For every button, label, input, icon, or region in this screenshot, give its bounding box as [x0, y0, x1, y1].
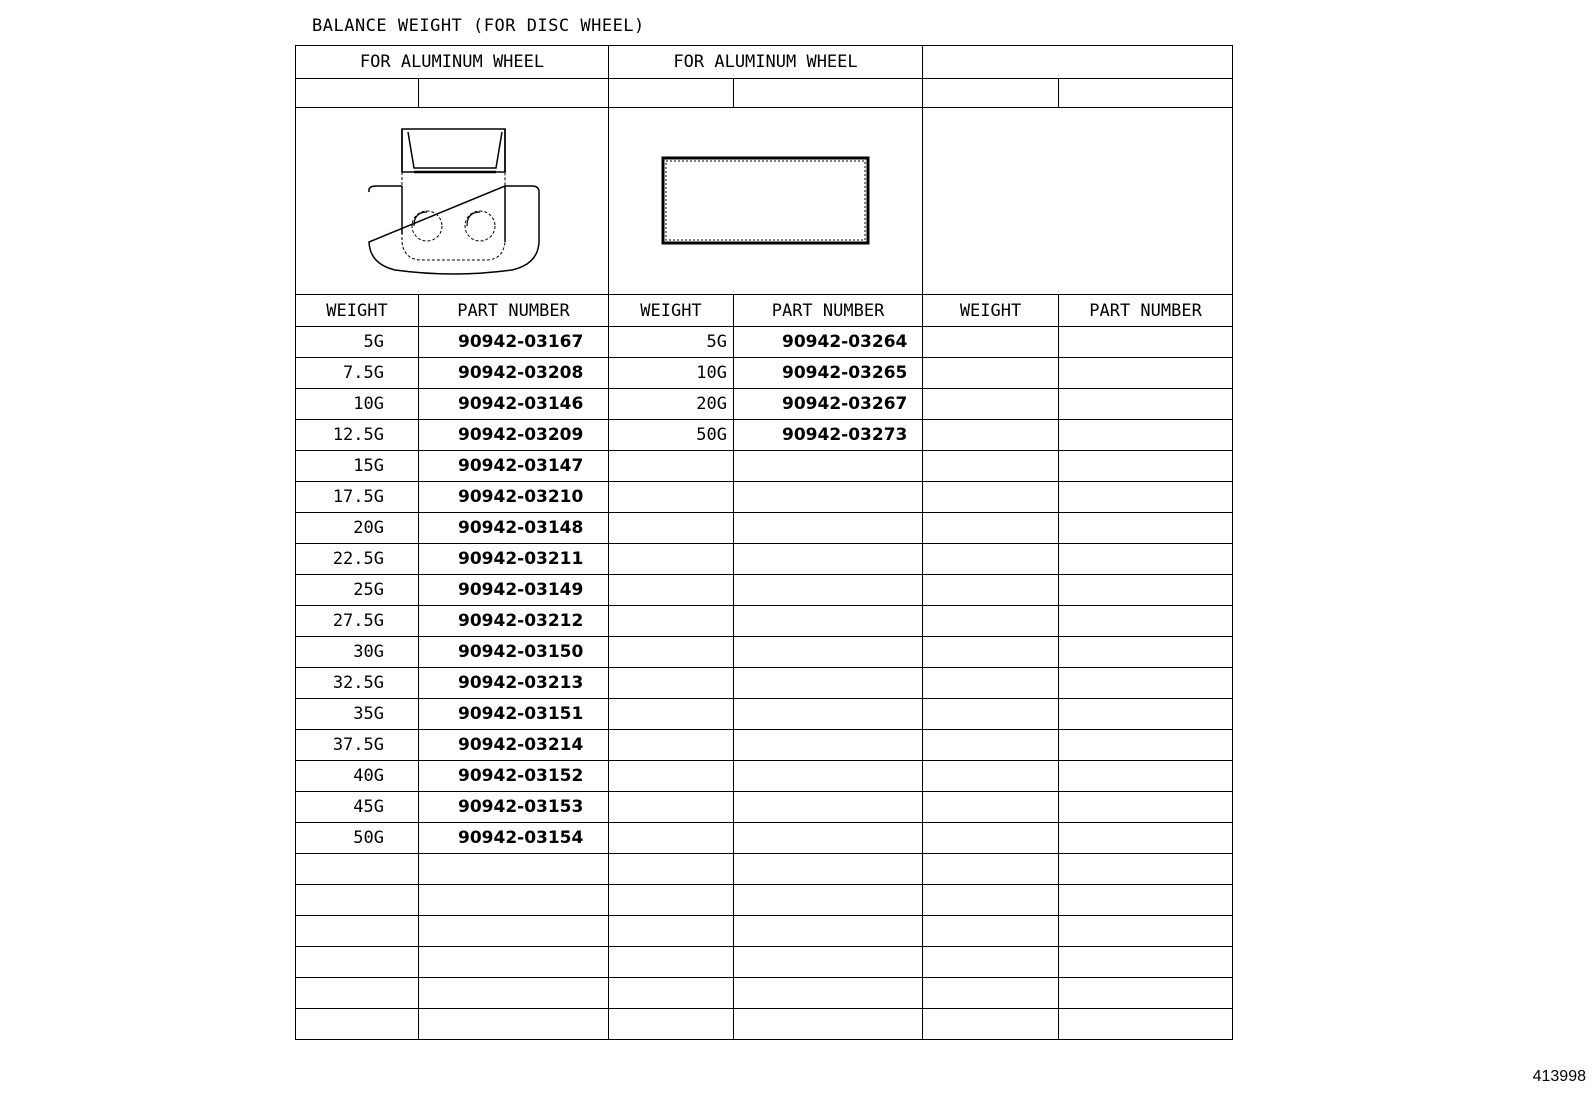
table-row	[296, 668, 1233, 699]
part-number-cell	[419, 978, 609, 1009]
table-row	[296, 1009, 1233, 1040]
weight-cell: 40G	[296, 761, 419, 792]
part-number-cell: 90942-03146	[419, 389, 609, 420]
weight-cell	[609, 792, 734, 823]
weight-cell	[923, 327, 1059, 358]
part-number-cell	[734, 606, 923, 637]
table-row	[296, 606, 1233, 637]
part-number-cell	[1059, 358, 1233, 389]
weight-cell	[923, 699, 1059, 730]
weight-cell: 10G	[296, 389, 419, 420]
part-number-cell	[1059, 637, 1233, 668]
col-weight-2: WEIGHT	[609, 295, 734, 327]
image-cell-2	[609, 108, 923, 295]
weight-cell	[609, 761, 734, 792]
weight-cell	[609, 885, 734, 916]
table-row	[296, 389, 1233, 420]
part-number-cell: 90942-03154	[419, 823, 609, 854]
weight-cell: 15G	[296, 451, 419, 482]
part-number-cell: 90942-03213	[419, 668, 609, 699]
part-number-cell	[734, 513, 923, 544]
table-row	[296, 575, 1233, 606]
weight-cell	[609, 637, 734, 668]
table-row	[296, 885, 1233, 916]
part-number-cell	[1059, 575, 1233, 606]
part-number-cell	[734, 668, 923, 699]
part-number-cell	[734, 947, 923, 978]
part-number-cell	[734, 544, 923, 575]
part-number-cell	[1059, 823, 1233, 854]
image-cell-1	[296, 108, 609, 295]
col-weight-1: WEIGHT	[296, 295, 419, 327]
part-number-cell	[734, 637, 923, 668]
part-number-cell	[1059, 1009, 1233, 1040]
weight-cell	[923, 606, 1059, 637]
part-number-cell	[1059, 327, 1233, 358]
group-header-3	[923, 46, 1233, 79]
table-row	[296, 792, 1233, 823]
part-number-cell	[1059, 451, 1233, 482]
part-number-cell	[1059, 606, 1233, 637]
part-number-cell: 90942-03212	[419, 606, 609, 637]
part-number-cell: 90942-03210	[419, 482, 609, 513]
weight-cell	[609, 916, 734, 947]
table-row	[296, 823, 1233, 854]
table-row	[296, 916, 1233, 947]
adhesive-balance-weight-icon	[661, 156, 871, 246]
group-header-2: FOR ALUMINUM WHEEL	[609, 46, 923, 79]
weight-cell	[609, 575, 734, 606]
weight-cell	[609, 482, 734, 513]
weight-cell	[923, 978, 1059, 1009]
weight-cell	[296, 947, 419, 978]
weight-cell	[923, 544, 1059, 575]
weight-cell	[609, 544, 734, 575]
part-number-cell	[1059, 668, 1233, 699]
weight-cell	[923, 420, 1059, 451]
part-number-cell: 90942-03211	[419, 544, 609, 575]
part-number-cell: 90942-03209	[419, 420, 609, 451]
part-number-cell	[419, 1009, 609, 1040]
weight-cell	[296, 1009, 419, 1040]
weight-cell	[296, 978, 419, 1009]
part-number-cell	[734, 978, 923, 1009]
col-part-number-3: PART NUMBER	[1059, 295, 1233, 327]
part-number-cell	[734, 451, 923, 482]
weight-cell	[923, 854, 1059, 885]
part-number-cell: 90942-03273	[734, 420, 923, 451]
part-number-cell	[1059, 947, 1233, 978]
table-row	[296, 482, 1233, 513]
weight-cell: 50G	[609, 420, 734, 451]
part-number-cell: 90942-03208	[419, 358, 609, 389]
table-row	[296, 358, 1233, 389]
table-row	[296, 947, 1233, 978]
diagram-id: 413998	[1532, 1068, 1586, 1085]
weight-cell	[923, 823, 1059, 854]
part-number-cell	[1059, 761, 1233, 792]
part-number-cell	[1059, 730, 1233, 761]
part-number-cell	[734, 761, 923, 792]
col-part-number-1: PART NUMBER	[419, 295, 609, 327]
part-number-cell	[419, 947, 609, 978]
part-number-cell	[734, 575, 923, 606]
part-number-cell	[419, 854, 609, 885]
part-number-cell	[1059, 699, 1233, 730]
part-number-cell: 90942-03264	[734, 327, 923, 358]
part-number-cell: 90942-03167	[419, 327, 609, 358]
part-number-cell	[734, 823, 923, 854]
weight-cell	[296, 885, 419, 916]
weight-cell	[923, 885, 1059, 916]
weight-cell	[923, 916, 1059, 947]
part-number-cell: 90942-03148	[419, 513, 609, 544]
weight-cell: 17.5G	[296, 482, 419, 513]
part-number-cell	[1059, 792, 1233, 823]
part-number-cell	[1059, 978, 1233, 1009]
part-number-cell	[419, 916, 609, 947]
table-row	[296, 420, 1233, 451]
weight-cell: 37.5G	[296, 730, 419, 761]
part-number-cell	[1059, 916, 1233, 947]
weight-cell	[923, 482, 1059, 513]
table-row	[296, 544, 1233, 575]
weight-cell: 5G	[296, 327, 419, 358]
weight-cell	[296, 854, 419, 885]
weight-cell: 22.5G	[296, 544, 419, 575]
weight-cell: 20G	[296, 513, 419, 544]
weight-cell	[609, 823, 734, 854]
group-header-row	[296, 46, 1233, 79]
part-number-cell: 90942-03265	[734, 358, 923, 389]
weight-cell: 50G	[296, 823, 419, 854]
weight-cell	[923, 575, 1059, 606]
weight-cell: 12.5G	[296, 420, 419, 451]
weight-cell	[609, 513, 734, 544]
weight-cell	[609, 947, 734, 978]
weight-cell	[923, 668, 1059, 699]
parts-table	[295, 45, 1233, 1040]
part-number-cell	[734, 482, 923, 513]
group-header-1: FOR ALUMINUM WHEEL	[296, 46, 609, 79]
weight-cell	[923, 451, 1059, 482]
weight-cell	[923, 389, 1059, 420]
part-number-cell: 90942-03214	[419, 730, 609, 761]
weight-cell: 35G	[296, 699, 419, 730]
weight-cell	[609, 451, 734, 482]
weight-cell: 10G	[609, 358, 734, 389]
weight-cell: 32.5G	[296, 668, 419, 699]
part-number-cell	[734, 854, 923, 885]
part-number-cell	[734, 730, 923, 761]
part-number-cell	[734, 916, 923, 947]
weight-cell	[923, 792, 1059, 823]
blank-row	[296, 79, 1233, 108]
weight-cell	[923, 513, 1059, 544]
column-header-row	[296, 295, 1233, 327]
part-number-cell: 90942-03267	[734, 389, 923, 420]
weight-cell	[923, 637, 1059, 668]
table-row	[296, 730, 1233, 761]
weight-cell	[923, 1009, 1059, 1040]
weight-cell	[609, 978, 734, 1009]
part-number-cell	[1059, 389, 1233, 420]
weight-cell	[609, 730, 734, 761]
weight-cell: 20G	[609, 389, 734, 420]
table-row	[296, 451, 1233, 482]
weight-cell: 25G	[296, 575, 419, 606]
table-row	[296, 978, 1233, 1009]
table-row	[296, 327, 1233, 358]
part-number-cell: 90942-03153	[419, 792, 609, 823]
part-number-cell: 90942-03150	[419, 637, 609, 668]
clip-on-balance-weight-icon	[362, 124, 542, 279]
part-number-cell	[419, 885, 609, 916]
col-weight-3: WEIGHT	[923, 295, 1059, 327]
table-row	[296, 637, 1233, 668]
weight-cell	[609, 699, 734, 730]
table-row	[296, 854, 1233, 885]
weight-cell	[609, 606, 734, 637]
image-cell-3	[923, 108, 1233, 295]
weight-cell	[296, 916, 419, 947]
weight-cell: 7.5G	[296, 358, 419, 389]
part-number-cell: 90942-03147	[419, 451, 609, 482]
weight-cell	[609, 1009, 734, 1040]
part-number-cell	[1059, 544, 1233, 575]
weight-cell	[923, 947, 1059, 978]
col-part-number-2: PART NUMBER	[734, 295, 923, 327]
part-number-cell	[1059, 885, 1233, 916]
page-title: BALANCE WEIGHT (FOR DISC WHEEL)	[312, 16, 645, 36]
part-number-cell	[1059, 854, 1233, 885]
part-number-cell	[1059, 420, 1233, 451]
weight-cell: 5G	[609, 327, 734, 358]
table-row	[296, 761, 1233, 792]
weight-cell	[609, 854, 734, 885]
part-number-cell	[1059, 482, 1233, 513]
weight-cell: 27.5G	[296, 606, 419, 637]
part-number-cell: 90942-03149	[419, 575, 609, 606]
part-number-cell: 90942-03152	[419, 761, 609, 792]
weight-cell	[923, 358, 1059, 389]
part-number-cell	[1059, 513, 1233, 544]
weight-cell	[923, 761, 1059, 792]
image-row	[296, 108, 1233, 295]
table-row	[296, 513, 1233, 544]
weight-cell	[609, 668, 734, 699]
part-number-cell: 90942-03151	[419, 699, 609, 730]
part-number-cell	[734, 1009, 923, 1040]
weight-cell: 45G	[296, 792, 419, 823]
part-number-cell	[734, 885, 923, 916]
part-number-cell	[734, 699, 923, 730]
weight-cell: 30G	[296, 637, 419, 668]
weight-cell	[923, 730, 1059, 761]
part-number-cell	[734, 792, 923, 823]
table-row	[296, 699, 1233, 730]
